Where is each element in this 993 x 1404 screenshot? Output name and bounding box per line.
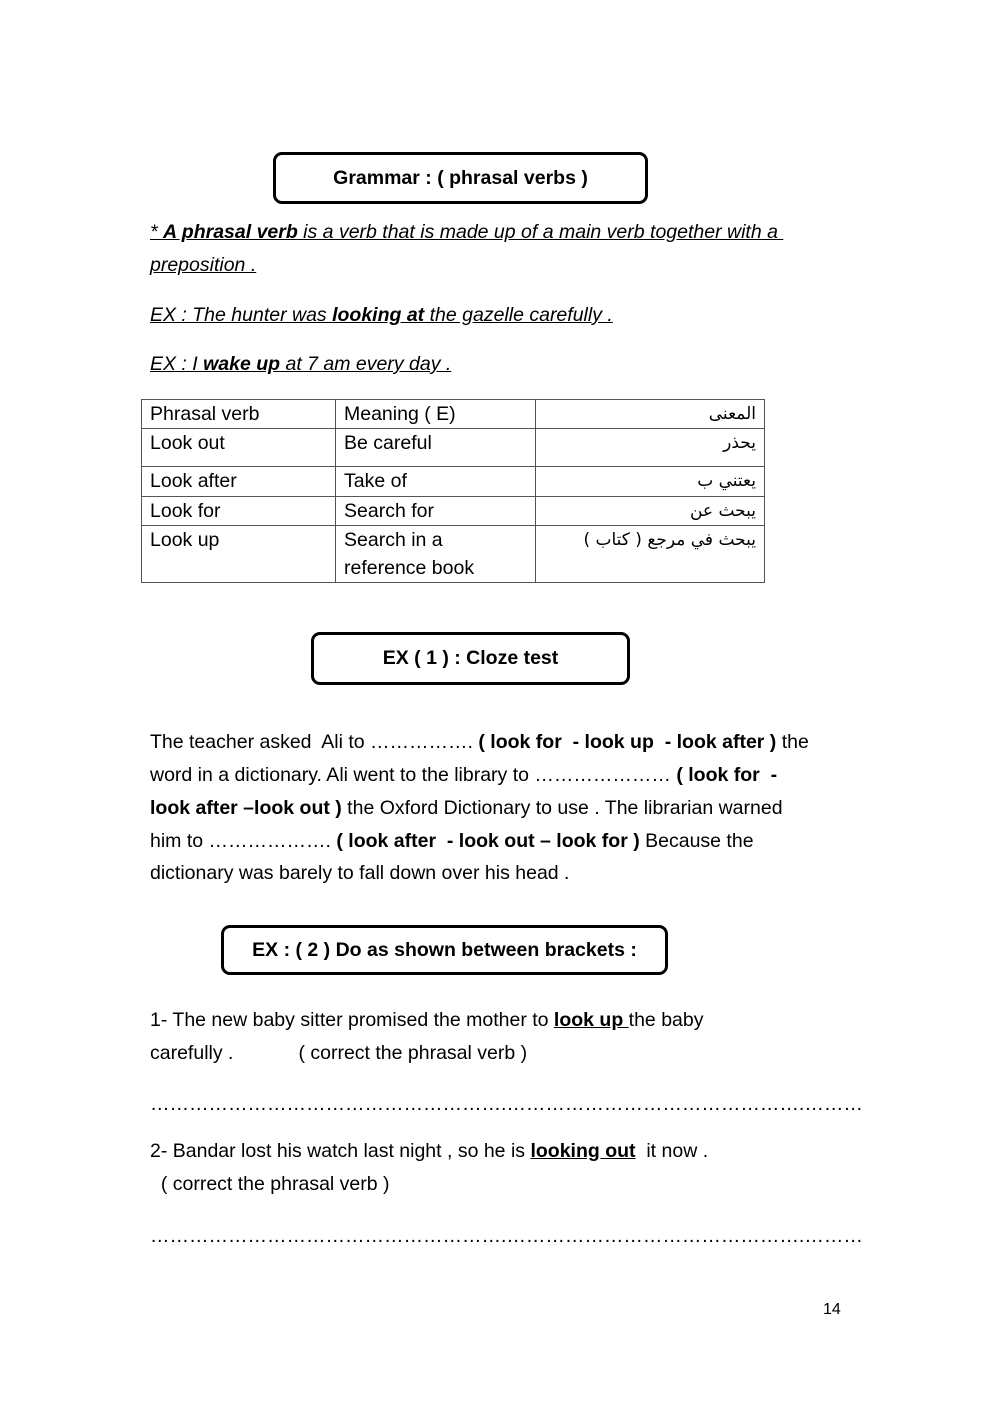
cloze-text: word in a dictionary. Ali went to the library to …………………: [150, 764, 677, 786]
cloze-options: ( look for -: [676, 764, 778, 786]
question-2-line-1: [150, 1138, 708, 1164]
question-text: the baby: [628, 1009, 704, 1031]
cloze-line-4: [150, 828, 754, 854]
header-cell: Phrasal verb: [142, 400, 336, 429]
question-1-line-2: carefully . ( correct the phrasal verb ): [150, 1042, 528, 1064]
question-2-line-2: ( correct the phrasal verb ): [150, 1173, 390, 1195]
definition-line-2: preposition .: [150, 254, 257, 276]
ex2-title: EX : ( 2 ) Do as shown between brackets :: [252, 938, 637, 961]
example-phrasal-verb: wake up: [203, 353, 281, 375]
table-cell: Search for: [336, 497, 536, 526]
cloze-text: the: [776, 731, 809, 753]
example-text: the gazelle carefully .: [424, 304, 613, 326]
question-text: it now .: [635, 1140, 709, 1162]
answer-line-2[interactable]: ……………………………………………….……………………………………….………: [150, 1225, 863, 1247]
grammar-title: Grammar : ( phrasal verbs ): [333, 166, 588, 189]
ex1-title-box: [311, 632, 630, 685]
table-row: [142, 467, 765, 497]
example-phrasal-verb: looking at: [332, 304, 425, 326]
table-header-row: [142, 400, 765, 429]
cloze-text: Because the: [639, 830, 754, 852]
cloze-options: look after –look out ): [150, 797, 342, 819]
ex2-title-box: [221, 925, 668, 975]
phrasal-verbs-table: [141, 399, 765, 583]
header-cell: المعنى: [536, 400, 765, 429]
table-cell: Look out: [142, 429, 336, 467]
ex1-title: EX ( 1 ) : Cloze test: [382, 647, 559, 669]
table-cell: Be careful: [336, 429, 536, 467]
header-cell: Meaning ( E): [336, 400, 536, 429]
cloze-text: The teacher asked Ali to …………….: [150, 731, 479, 753]
table-cell: Search in a reference book: [336, 526, 536, 583]
table-row: [142, 497, 765, 526]
cloze-options: ( look after - look out – look for ): [336, 830, 640, 852]
cloze-line-1: [150, 729, 809, 755]
cloze-line-2: [150, 762, 777, 788]
cloze-line-3: [150, 795, 783, 821]
example-2: [150, 351, 451, 377]
example-text: EX : The hunter was: [150, 304, 333, 326]
table-cell: يبحث عن: [536, 497, 765, 526]
table-cell: Look up: [142, 526, 336, 583]
cloze-text: the Oxford Dictionary to use . The librarian warned: [341, 797, 783, 819]
definition-line-1: [150, 219, 783, 245]
page-number: 14: [823, 1301, 841, 1318]
answer-line-1[interactable]: ……………………………………………….……………………………………….………: [150, 1093, 863, 1115]
cloze-line-5: dictionary was barely to fall down over his head .: [150, 862, 570, 884]
table-cell: يعتني ب: [536, 467, 765, 497]
table-row: [142, 526, 765, 583]
table-cell: يبحث في مرجع ( كتاب ): [536, 526, 765, 583]
cloze-text: him to ……………….: [150, 830, 337, 852]
example-1: [150, 302, 613, 328]
bullet: *: [150, 221, 164, 243]
cloze-options: ( look for - look up - look after ): [478, 731, 777, 753]
table-cell: Take of: [336, 467, 536, 497]
question-text: 2- Bandar lost his watch last night , so he is: [150, 1140, 531, 1162]
grammar-title-box: [273, 152, 648, 204]
table-row: [142, 429, 765, 467]
table-cell: Look after: [142, 467, 336, 497]
question-phrasal-verb: looking out: [530, 1140, 636, 1162]
question-phrasal-verb: look up: [553, 1009, 629, 1031]
table-cell: Look for: [142, 497, 336, 526]
definition-term: A phrasal verb: [163, 221, 298, 243]
question-1-line-1: [150, 1007, 703, 1033]
table-cell: يحذر: [536, 429, 765, 467]
definition-text: is a verb that is made up of a main verb together with a: [297, 221, 784, 243]
question-text: 1- The new baby sitter promised the mother to: [150, 1009, 554, 1031]
example-text: EX : I: [150, 353, 204, 375]
example-text: at 7 am every day .: [280, 353, 452, 375]
